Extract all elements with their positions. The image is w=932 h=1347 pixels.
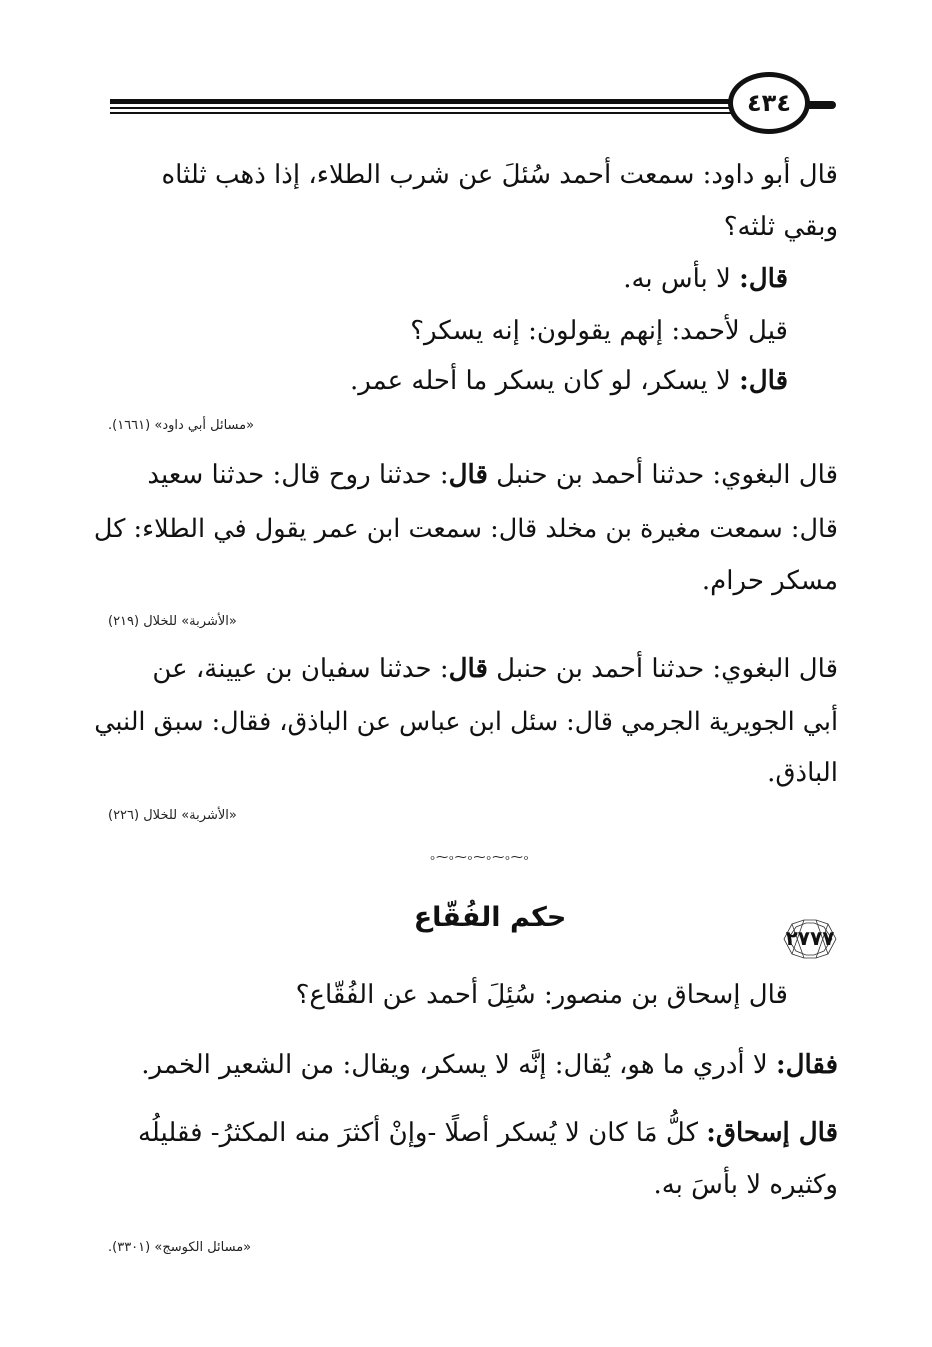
text-line: فقال: لا أدري ما هو، يُقال: إنَّه لا يسكر، ويقال: من الشعير الخمر. (141, 1050, 838, 1080)
text-line: الباذق. (767, 758, 838, 788)
text-line: قال البغوي: حدثنا أحمد بن حنبل قال: حدثنا سفيان بن عيينة، عن (152, 654, 838, 684)
text-line: قال البغوي: حدثنا أحمد بن حنبل قال: حدثنا روح قال: حدثنا سعيد (147, 460, 838, 490)
text-line: قال: سمعت مغيرة بن مخلد قال: سمعت ابن عمر يقول في الطلاء: كل (93, 514, 838, 544)
header-rule-tail (806, 101, 836, 109)
text-line: قال إسحاق: كلُّ مَا كان لا يُسكر أصلًا -وإنْ أكثرَ منه المكثرُ- فقليلُه (137, 1118, 838, 1148)
page-number-badge (728, 72, 810, 134)
text-line: قال: لا بأس به. (623, 264, 788, 294)
entry-number: ٢٧٧٧ (785, 926, 835, 950)
text-line: مسكر حرام. (701, 566, 838, 596)
text-line: وكثيره لا بأسَ به. (653, 1170, 838, 1200)
source-citation: «مسائل أبي داود» (١٦٦١). (108, 418, 255, 433)
text-line: قال إسحاق بن منصور: سُئِلَ أحمد عن الفُقّاع؟ (295, 980, 788, 1010)
source-citation: «الأشربة» للخلال (٢١٩) (108, 614, 237, 629)
header-rule (110, 112, 732, 114)
ornament-divider: ৹⁓৹⁓৹⁓৹⁓৹⁓৹ (430, 850, 530, 864)
header-rule (110, 99, 732, 104)
text-line: قيل لأحمد: إنهم يقولون: إنه يسكر؟ (410, 316, 788, 346)
header-rule (110, 107, 732, 109)
source-citation: «الأشربة» للخلال (٢٢٦) (108, 808, 237, 823)
section-title: حكم الفُقّاع (413, 902, 567, 933)
text-line: أبي الجويرية الجرمي قال: سئل ابن عباس عن الباذق، فقال: سبق النبي (94, 706, 838, 736)
source-citation: «مسائل الكوسج» (٣٣٠١). (108, 1240, 252, 1255)
page-number: ٤٣٤ (747, 89, 791, 117)
text-line: قال: لا يسكر، لو كان يسكر ما أحله عمر. (349, 366, 788, 396)
entry-number-badge (778, 916, 842, 962)
text-line: وبقي ثلثه؟ (723, 212, 838, 242)
text-line: قال أبو داود: سمعت أحمد سُئلَ عن شرب الطلاء، إذا ذهب ثلثاه (161, 160, 838, 190)
